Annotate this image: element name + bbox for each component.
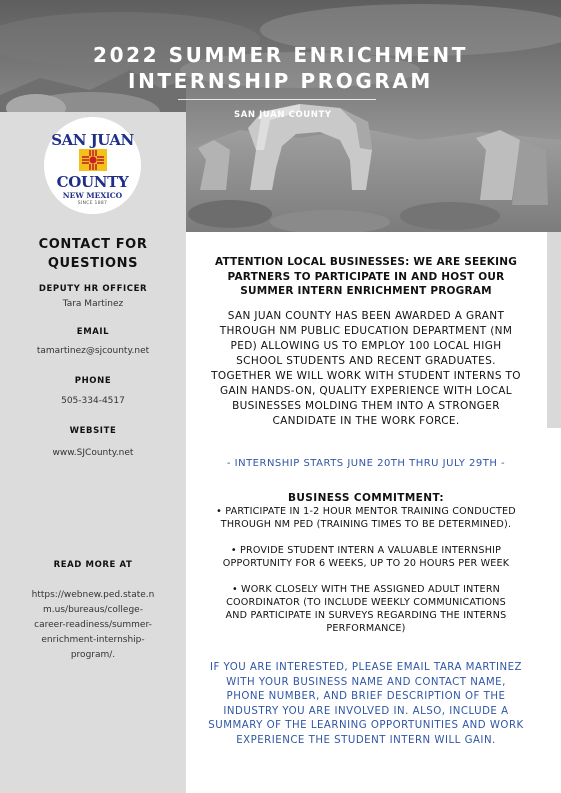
commitment-item-coordinator	[190, 583, 542, 635]
cta-line: INDUSTRY YOU ARE INVOLVED IN. ALSO, INCLUDE A	[223, 705, 509, 717]
commitment-line: • PROVIDE STUDENT INTERN A VALUABLE INTERNSHIP	[230, 545, 502, 556]
page-title	[0, 42, 561, 94]
cta-line: WITH YOUR BUSINESS NAME AND CONTACT NAME,	[226, 676, 506, 688]
cta-line: SUMMARY OF THE LEARNING OPPORTUNITIES AND WORK	[208, 720, 524, 732]
commitment-line: OPPORTUNITY FOR 6 WEEKS, UP TO 20 HOURS PER WEEK	[222, 558, 510, 569]
contact-heading	[0, 235, 186, 273]
logo-text-san-juan: SAN JUAN	[51, 131, 134, 149]
contact-heading-line-1: CONTACT FOR	[38, 237, 148, 252]
commitment-line: PERFORMANCE)	[326, 623, 406, 634]
read-more-url-line: enrichment-internship-	[41, 635, 145, 645]
description-line: TOGETHER WE WILL WORK WITH STUDENT INTERNS TO	[211, 370, 521, 382]
headline-line: SUMMER INTERN ENRICHMENT PROGRAM	[240, 285, 492, 297]
description-line: SCHOOL STUDENTS AND RECENT GRADUATES.	[236, 355, 496, 367]
county-logo	[44, 117, 141, 214]
logo-text-new-mexico: NEW MEXICO	[62, 191, 123, 200]
read-more-url-line: program/.	[70, 650, 116, 660]
website-label: WEBSITE	[69, 426, 117, 436]
cta-line: EXPERIENCE THE STUDENT INTERN WILL GAIN.	[236, 734, 496, 746]
logo-text-county: COUNTY	[56, 173, 129, 191]
commitment-line: THROUGH NM PED (TRAINING TIMES TO BE DETERMINED).	[220, 519, 512, 530]
cta-line: PHONE NUMBER, AND BRIEF DESCRIPTION OF THE	[226, 691, 506, 703]
phone-label: PHONE	[74, 376, 112, 386]
read-more-link[interactable]	[0, 588, 186, 663]
read-more-url-line: m.us/bureaus/college-	[43, 605, 143, 615]
description-line: THROUGH NM PUBLIC EDUCATION DEPARTMENT (NM	[219, 325, 513, 337]
county-tag: SAN JUAN COUNTY	[234, 110, 332, 120]
headline	[190, 255, 542, 299]
role-label: DEPUTY HR OFFICER	[38, 284, 148, 294]
logo-text-since: SINCE 1887	[77, 201, 108, 206]
website-link[interactable]: www.SJCounty.net	[52, 448, 134, 458]
email-label: EMAIL	[76, 327, 110, 337]
description-line: SAN JUAN COUNTY HAS BEEN AWARDED A GRANT	[227, 310, 505, 322]
role-value: Tara Martinez	[62, 299, 124, 309]
page-title-line-1: 2022 SUMMER ENRICHMENT	[93, 43, 468, 67]
headline-line: PARTNERS TO PARTICIPATE IN AND HOST OUR	[227, 270, 505, 283]
commitment-heading: BUSINESS COMMITMENT:	[287, 492, 445, 504]
read-more-url-line: https://webnew.ped.state.n	[31, 590, 155, 600]
contact-heading-line-2: QUESTIONS	[47, 256, 139, 271]
read-more-label: READ MORE AT	[53, 560, 133, 570]
phone-value[interactable]: 505-334-4517	[61, 396, 125, 406]
commitment-line: AND PARTICIPATE IN SURVEYS REGARDING THE INTERNS	[225, 610, 507, 621]
call-to-action	[190, 661, 542, 749]
program-description	[190, 309, 542, 429]
read-more-url-line: career-readiness/summer-	[34, 620, 152, 630]
description-line: CANDIDATE IN THE WORK FORCE.	[272, 415, 460, 427]
commitment-line: • PARTICIPATE IN 1-2 HOUR MENTOR TRAINING CONDUCTED	[216, 506, 516, 517]
page-title-line-2: INTERNSHIP PROGRAM	[128, 69, 433, 93]
email-link[interactable]: tamartinez@sjcounty.net	[36, 346, 150, 356]
cta-line: IF YOU ARE INTERESTED, PLEASE EMAIL TARA MARTINEZ	[209, 662, 523, 673]
internship-dates: - INTERNSHIP STARTS JUNE 20TH THRU JULY 29TH -	[226, 458, 506, 469]
zia-sun-icon	[79, 149, 107, 171]
edge-strip	[547, 232, 561, 428]
description-line: BUSINESSES MOLDING THEM INTO A STRONGER	[232, 400, 500, 412]
commitment-line: COORDINATOR (TO INCLUDE WEEKLY COMMUNICATIONS	[226, 597, 506, 608]
description-line: PED) ALLOWING US TO EMPLOY 100 LOCAL HIGH	[230, 340, 502, 352]
headline-line: ATTENTION LOCAL BUSINESSES: WE ARE SEEKING	[214, 256, 518, 268]
commitment-item-opportunity	[190, 544, 542, 570]
commitment-item-training	[190, 505, 542, 531]
title-divider	[178, 99, 376, 100]
description-line: GAIN HANDS-ON, QUALITY EXPERIENCE WITH LOCAL	[219, 385, 513, 397]
commitment-line: • WORK CLOSELY WITH THE ASSIGNED ADULT INTERN	[231, 584, 501, 595]
